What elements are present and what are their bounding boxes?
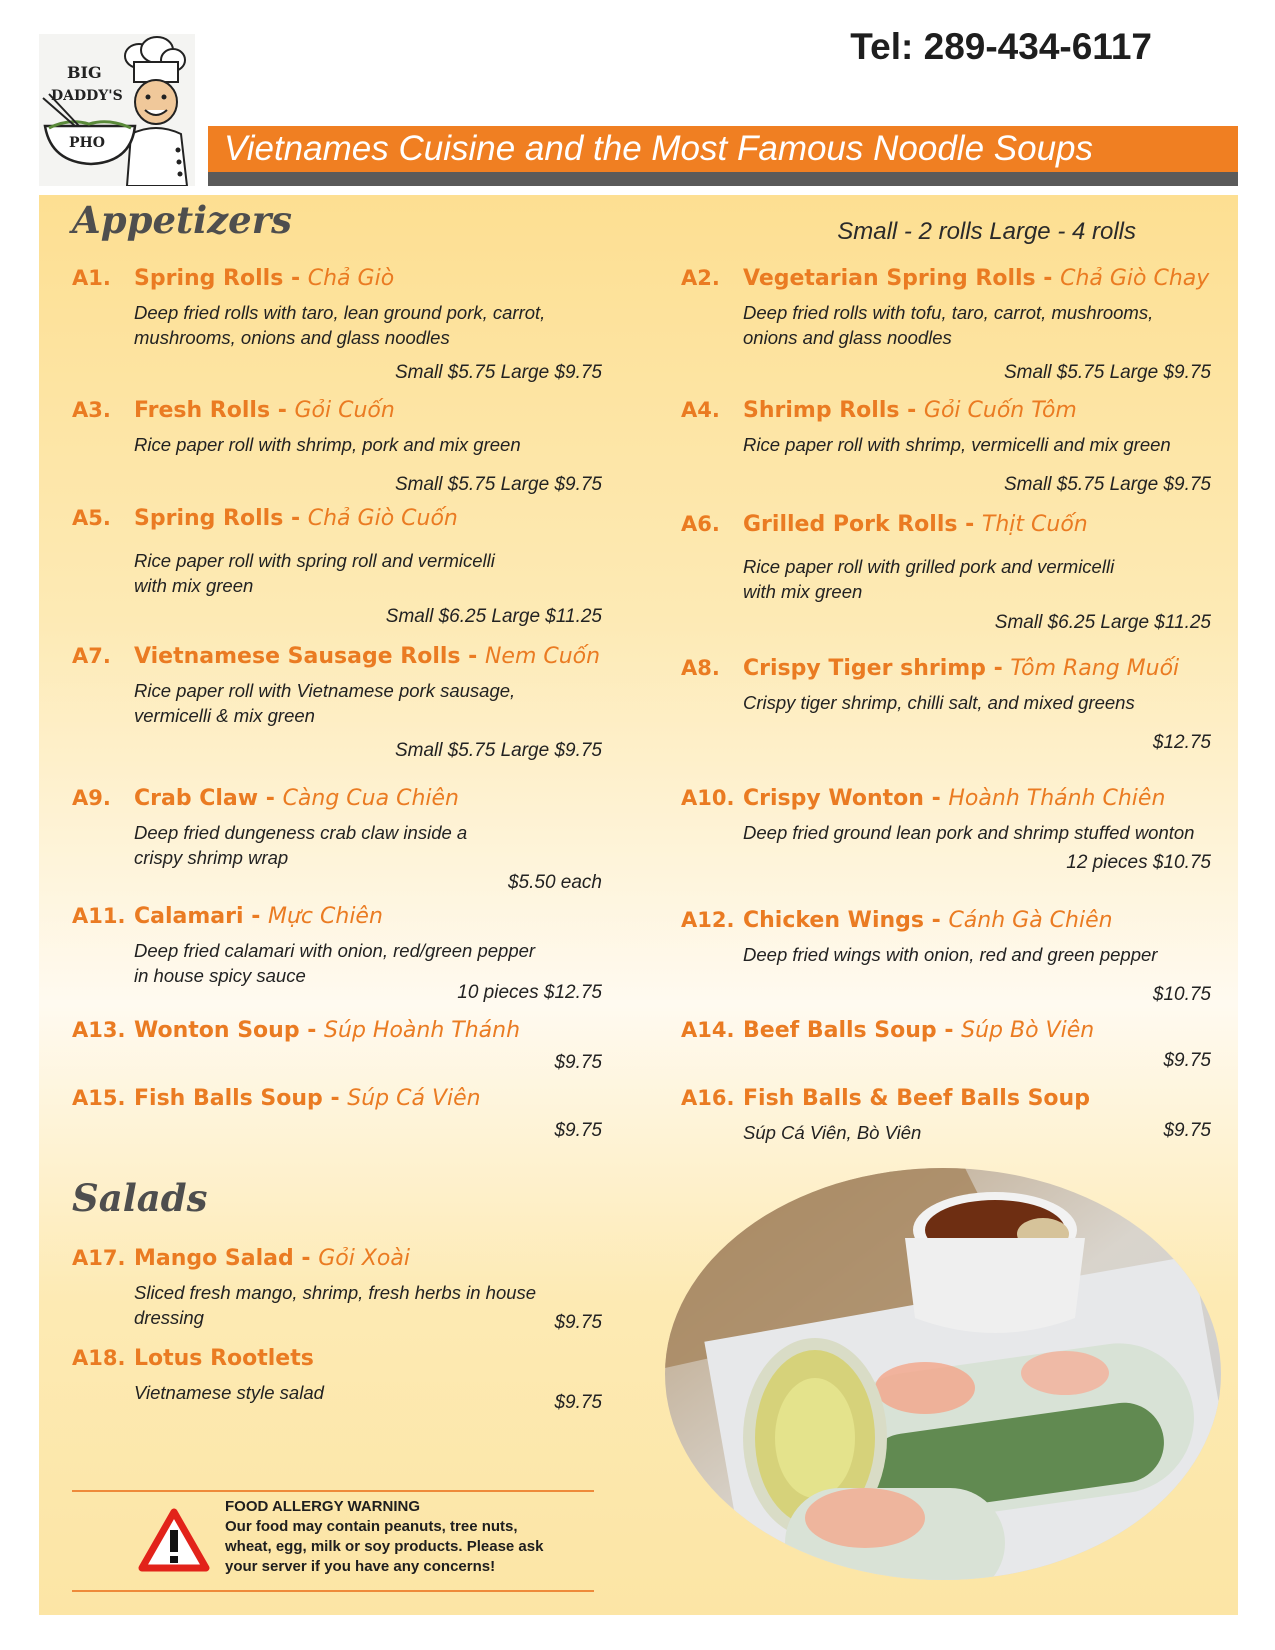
item-price: Small $5.75 Large $9.75 [1003, 362, 1211, 383]
item-price: Small $5.75 Large $9.75 [394, 474, 602, 495]
item-code: A11. [72, 904, 126, 928]
item-separator: - [283, 506, 308, 531]
item-heading [743, 512, 1088, 537]
item-separator: - [899, 398, 924, 423]
item-separator: - [957, 512, 982, 537]
item-vietnamese-name: Chả Giò Chay [1060, 266, 1210, 291]
item-vietnamese-name: Thịt Cuốn [981, 512, 1088, 537]
tagline-banner [208, 126, 1238, 172]
item-code: A14. [681, 1018, 735, 1042]
menu-item-a11 [72, 904, 602, 1008]
item-description: Deep fried calamari with onion, red/green pepper in house spicy sauce [134, 940, 536, 986]
appetizers-title: Appetizers [72, 198, 293, 242]
item-name: Grilled Pork Rolls [743, 512, 958, 537]
item-description: Deep fried rolls with tofu, taro, carrot, mushrooms, onions and glass noodles [743, 302, 1154, 348]
logo-text-3: PHO [69, 135, 105, 151]
item-price: $9.75 [1163, 1050, 1211, 1071]
menu-item-a10 [681, 786, 1211, 878]
item-description: Súp Cá Viên, Bò Viên [743, 1122, 922, 1143]
warning-triangle-icon [138, 1508, 210, 1572]
item-description: Rice paper roll with shrimp, vermicelli and mix green [743, 434, 1171, 455]
item-vietnamese-name: Gỏi Xoài [318, 1246, 410, 1271]
item-vietnamese-name: Súp Hoành Thánh [324, 1018, 521, 1043]
item-heading [134, 644, 600, 669]
item-vietnamese-name: Súp Cá Viên [347, 1086, 481, 1111]
item-price: 10 pieces $12.75 [457, 982, 602, 1003]
item-vietnamese-name: Chả Giò [307, 266, 395, 291]
item-price: $9.75 [554, 1052, 602, 1073]
item-price: $10.75 [1152, 984, 1211, 1005]
item-code: A8. [681, 656, 720, 680]
menu-item-a15 [72, 1086, 602, 1146]
item-heading [743, 1018, 1094, 1043]
item-price: Small $5.75 Large $9.75 [394, 362, 602, 383]
item-code: A5. [72, 506, 111, 530]
menu-item-a9 [72, 786, 602, 898]
item-name: Chicken Wings [743, 908, 924, 933]
phone-number[interactable]: Tel: 289-434-6117 [850, 26, 1152, 67]
item-vietnamese-name: Súp Bò Viên [961, 1018, 1095, 1043]
item-description: Crispy tiger shrimp, chilli salt, and mixed greens [743, 692, 1135, 713]
logo-text-2: DADDY'S [51, 88, 123, 104]
item-name: Shrimp Rolls [743, 398, 900, 423]
item-name: Spring Rolls [134, 506, 284, 531]
item-separator: - [283, 266, 308, 291]
item-description: Deep fried ground lean pork and shrimp stuffed wonton [743, 822, 1195, 843]
item-name: Vegetarian Spring Rolls [743, 266, 1036, 291]
item-heading [134, 1018, 520, 1043]
item-vietnamese-name: Hoành Thánh Chiên [948, 786, 1166, 811]
item-separator: - [936, 1018, 962, 1043]
item-price: $12.75 [1152, 732, 1211, 753]
item-code: A17. [72, 1246, 126, 1270]
item-price: Small $5.75 Large $9.75 [1003, 474, 1211, 495]
item-price: Small $5.75 Large $9.75 [394, 740, 602, 761]
item-code: A7. [72, 644, 111, 668]
item-price: Small $6.25 Large $11.25 [385, 606, 602, 627]
menu-item-a8 [681, 656, 1211, 758]
item-separator: - [322, 1086, 348, 1111]
menu-item-a7 [72, 644, 602, 766]
item-price: $5.50 each [507, 872, 602, 893]
item-heading [743, 266, 1209, 291]
item-vietnamese-name: Tôm Rang Muối [1010, 656, 1180, 681]
item-separator: - [460, 644, 485, 669]
logo-text-1: BIG [67, 63, 102, 82]
item-code: A9. [72, 786, 111, 810]
item-name: Wonton Soup [134, 1018, 300, 1043]
menu-item-a16 [681, 1086, 1211, 1146]
item-code: A2. [681, 266, 720, 290]
warning-top-rule [72, 1490, 594, 1492]
item-code: A18. [72, 1346, 126, 1370]
item-description: Sliced fresh mango, shrimp, fresh herbs in house dressing [134, 1282, 537, 1328]
item-heading [743, 1086, 1090, 1111]
item-heading [134, 1086, 481, 1111]
menu-item-a6 [681, 512, 1211, 638]
item-heading [134, 506, 458, 531]
item-separator: - [299, 1018, 325, 1043]
item-vietnamese-name: Gỏi Cuốn [294, 398, 395, 423]
item-name: Crispy Wonton [743, 786, 924, 811]
item-vietnamese-name: Mực Chiên [268, 904, 383, 929]
menu-item-a2 [681, 266, 1211, 388]
item-heading [743, 398, 1077, 423]
item-heading [743, 908, 1113, 933]
item-heading [134, 1346, 314, 1371]
menu-item-a1 [72, 266, 602, 388]
salads-title: Salads [72, 1176, 208, 1220]
item-heading [743, 786, 1165, 811]
item-description: Deep fried rolls with taro, lean ground pork, carrot, mushrooms, onions and glass noodles [134, 302, 546, 348]
item-description: Rice paper roll with Vietnamese pork sausage, vermicelli & mix green [134, 680, 516, 726]
menu-item-a12 [681, 908, 1211, 1010]
item-separator: - [270, 398, 295, 423]
item-price: $9.75 [554, 1120, 602, 1141]
item-description: Rice paper roll with grilled pork and vermicelli with mix green [743, 556, 1115, 602]
item-vietnamese-name: Nem Cuốn [484, 644, 601, 669]
item-code: A10. [681, 786, 735, 810]
item-name: Crab Claw [134, 786, 259, 811]
menu-item-a4 [681, 398, 1211, 500]
item-price: $9.75 [554, 1312, 602, 1333]
item-code: A4. [681, 398, 720, 422]
item-separator: - [985, 656, 1011, 681]
item-separator: - [258, 786, 283, 811]
item-price: $9.75 [1163, 1120, 1211, 1141]
warning-bottom-rule [72, 1590, 594, 1592]
item-separator: - [1035, 266, 1061, 291]
item-vietnamese-name: Chả Giò Cuốn [307, 506, 458, 531]
item-description: Rice paper roll with spring roll and vermicelli with mix green [134, 550, 495, 596]
item-description: Deep fried dungeness crab claw inside a crispy shrimp wrap [134, 822, 468, 868]
menu-item-a3 [72, 398, 602, 500]
item-heading [134, 266, 394, 291]
menu-item-a17 [72, 1246, 602, 1338]
item-price: $9.75 [554, 1392, 602, 1413]
item-name: Spring Rolls [134, 266, 284, 291]
menu-item-a13 [72, 1018, 602, 1078]
item-description: Rice paper roll with shrimp, pork and mix green [134, 434, 521, 455]
item-code: A12. [681, 908, 735, 932]
item-code: A3. [72, 398, 111, 422]
item-description: Deep fried wings with onion, red and green pepper [743, 944, 1158, 965]
item-name: Vietnamese Sausage Rolls [134, 644, 461, 669]
item-name: Fresh Rolls [134, 398, 271, 423]
restaurant-logo [39, 34, 195, 186]
item-separator: - [243, 904, 268, 929]
tagline-text: Vietnames Cuisine and the Most Famous Noodle Soups [224, 129, 1094, 168]
item-code: A15. [72, 1086, 126, 1110]
chef-logo-icon [39, 34, 195, 186]
item-heading [134, 398, 395, 423]
item-heading [134, 786, 459, 811]
item-separator: - [923, 908, 949, 933]
item-code: A13. [72, 1018, 126, 1042]
item-name: Fish Balls & Beef Balls Soup [743, 1086, 1090, 1111]
item-name: Beef Balls Soup [743, 1018, 937, 1043]
fresh-rolls-photo [665, 1168, 1221, 1580]
item-separator: - [293, 1246, 319, 1271]
item-name: Mango Salad [134, 1246, 294, 1271]
menu-item-a14 [681, 1018, 1211, 1076]
menu-item-a5 [72, 506, 602, 632]
item-code: A1. [72, 266, 111, 290]
item-heading [134, 904, 383, 929]
item-vietnamese-name: Càng Cua Chiên [282, 786, 459, 811]
item-price: Small $6.25 Large $11.25 [994, 612, 1211, 633]
item-code: A16. [681, 1086, 735, 1110]
menu-item-a18 [72, 1346, 602, 1418]
item-name: Fish Balls Soup [134, 1086, 323, 1111]
item-separator: - [923, 786, 949, 811]
item-name: Crispy Tiger shrimp [743, 656, 986, 681]
item-heading [134, 1246, 410, 1271]
allergy-warning-text: Our food may contain peanuts, tree nuts, wheat, egg, milk or soy products. Please ask your server if you have any concerns! [225, 1518, 544, 1575]
item-name: Lotus Rootlets [134, 1346, 314, 1371]
banner-underline [208, 172, 1238, 186]
item-description: Vietnamese style salad [134, 1382, 324, 1403]
item-price: 12 pieces $10.75 [1066, 852, 1211, 873]
item-heading [743, 656, 1179, 681]
item-vietnamese-name: Gỏi Cuốn Tôm [923, 398, 1077, 423]
roll-size-note: Small - 2 rolls Large - 4 rolls [837, 218, 1136, 245]
item-name: Calamari [134, 904, 244, 929]
allergy-warning-title: FOOD ALLERGY WARNING [225, 1498, 420, 1515]
item-vietnamese-name: Cánh Gà Chiên [948, 908, 1113, 933]
item-code: A6. [681, 512, 720, 536]
